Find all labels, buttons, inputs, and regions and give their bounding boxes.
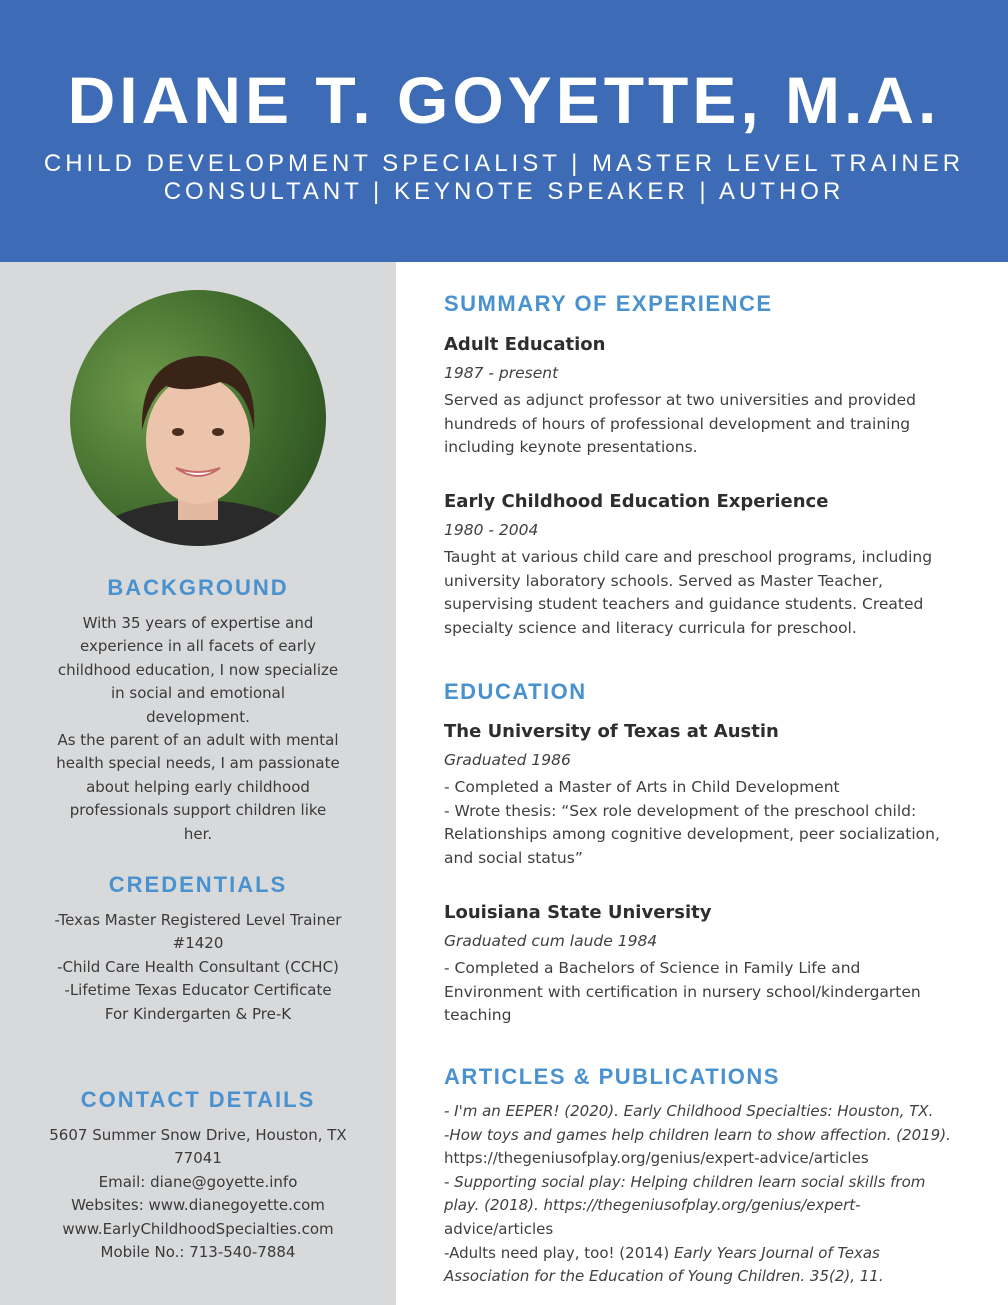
publication-line: - I'm an EEPER! (2020). Early Childhood Specialties: Houston, TX.: [444, 1102, 934, 1120]
contact-heading: CONTACT DETAILS: [80, 1087, 316, 1112]
name-title: DIANE T. GOYETTE, M.A.: [67, 63, 941, 137]
description-line: hundreds of hours of professional development and training: [444, 414, 911, 433]
description-line: including keynote presentations.: [444, 438, 698, 457]
background-line: childhood education, I now specialize: [57, 660, 339, 679]
item-dates: 1987 - present: [444, 364, 559, 382]
description-line: teaching: [444, 1006, 512, 1025]
background-line: about helping early childhood: [86, 777, 310, 796]
publication-line: - Supporting social play: Helping children learn social skills from: [444, 1172, 926, 1191]
background-line: in social and emotional: [110, 684, 286, 703]
publication-line: Association for the Education of Young Children. 35(2), 11.: [444, 1267, 884, 1286]
item-title: Adult Education: [444, 334, 606, 355]
item-title: The University of Texas at Austin: [444, 721, 779, 742]
publication-link[interactable]: advice/articles: [444, 1219, 554, 1238]
publication-line: -How toys and games help children learn to show affection. (2019).: [444, 1125, 951, 1144]
contact-zip: 77041: [174, 1149, 222, 1168]
background-line: her.: [183, 824, 213, 843]
publication-line: [444, 1242, 974, 1266]
publication-prefix: -Adults need play, too! (2014): [444, 1243, 674, 1262]
description-line: Served as adjunct professor at two universities and provided: [444, 391, 916, 409]
description-line: university laboratory schools. Served as Master Teacher,: [444, 571, 883, 590]
publications-heading: ARTICLES & PUBLICATIONS: [444, 1064, 780, 1089]
description-line: Environment with certification in nursery school/kindergarten: [444, 982, 921, 1001]
description-line: - Completed a Master of Arts in Child Development: [444, 778, 840, 796]
credentials-heading: CREDENTIALS: [108, 872, 288, 897]
item-dates: 1980 - 2004: [444, 521, 539, 539]
description-line: specialty science and literacy curricula for preschool.: [444, 618, 857, 637]
contact-website[interactable]: Websites: www.dianegoyette.com: [71, 1196, 325, 1215]
description-line: - Wrote thesis: “Sex role development of the preschool child:: [444, 801, 917, 820]
background-line: experience in all facets of early: [80, 637, 316, 656]
sidebar: [0, 262, 396, 1305]
description-line: Relationships among cognitive development, peer socialization,: [444, 825, 940, 844]
background-line: With 35 years of expertise and: [82, 614, 314, 632]
item-description: [444, 957, 964, 1028]
publication-line: play. (2018). https://thegeniusofplay.org/genius/expert-: [444, 1196, 861, 1215]
background-line: As the parent of an adult with mental: [57, 731, 339, 750]
item-title: Louisiana State University: [444, 902, 712, 923]
education-heading: EDUCATION: [444, 679, 587, 704]
description-line: Taught at various child care and preschool programs, including: [444, 548, 933, 566]
item-title: Early Childhood Education Experience: [444, 491, 829, 512]
contact-email[interactable]: Email: diane@goyette.info: [98, 1172, 298, 1191]
item-dates: Graduated 1986: [444, 751, 571, 769]
item-description: [444, 776, 964, 870]
portrait-icon: [70, 290, 326, 546]
background-text: [40, 612, 356, 846]
credential-line: -Texas Master Registered Level Trainer: [54, 911, 342, 929]
description-line: and social status”: [444, 848, 583, 867]
publications-list: [444, 1100, 974, 1289]
contact-website-2[interactable]: www.EarlyChildhoodSpecialties.com: [62, 1219, 334, 1238]
contact-text: [40, 1124, 356, 1264]
subtitle-line-2: CONSULTANT | KEYNOTE SPEAKER | AUTHOR: [163, 178, 845, 205]
summary-heading: SUMMARY OF EXPERIENCE: [444, 291, 773, 316]
credentials-text: [40, 909, 356, 1026]
item-description: [444, 546, 964, 640]
background-line: professionals support children like: [69, 801, 327, 820]
subtitle-line-1: CHILD DEVELOPMENT SPECIALIST | MASTER LEVEL TRAINER: [43, 150, 965, 177]
header-banner: [0, 0, 1008, 262]
publication-journal: Early Years Journal of Texas: [673, 1243, 880, 1262]
item-description: [444, 389, 964, 460]
description-line: supervising student teachers and guidance students. Created: [444, 595, 924, 614]
credential-line: For Kindergarten & Pre-K: [104, 1004, 292, 1023]
publication-link[interactable]: https://thegeniusofplay.org/genius/expert-advice/articles: [444, 1149, 869, 1168]
credential-line: -Child Care Health Consultant (CCHC): [57, 957, 339, 976]
background-heading: BACKGROUND: [107, 575, 289, 600]
credential-line: -Lifetime Texas Educator Certificate: [64, 981, 332, 1000]
profile-photo: [70, 290, 326, 546]
background-line: health special needs, I am passionate: [56, 754, 340, 773]
item-dates: Graduated cum laude 1984: [444, 932, 658, 950]
background-line: development.: [146, 707, 250, 726]
contact-address: 5607 Summer Snow Drive, Houston, TX: [49, 1126, 347, 1144]
credential-line: #1420: [172, 934, 224, 953]
description-line: - Completed a Bachelors of Science in Family Life and: [444, 959, 861, 977]
contact-mobile: Mobile No.: 713-540-7884: [100, 1243, 296, 1262]
